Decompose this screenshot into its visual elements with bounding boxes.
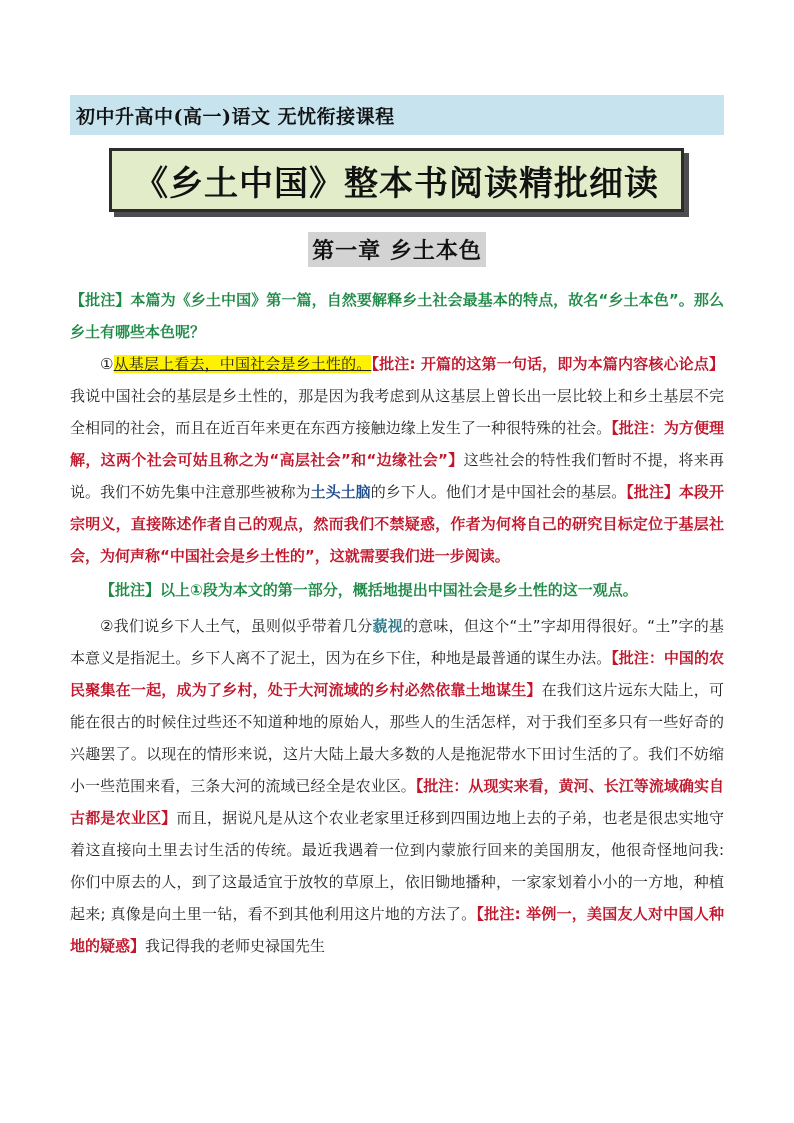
annotation: 【批注：为方便理解，这两个社会可姑且称之为“高层社会”和“边缘社会”】	[70, 419, 724, 469]
annotation: 【批注：从现实来看，黄河、长江等流域确实自古都是农业区】	[70, 777, 724, 827]
annotation: 【批注】本段开宗明义，直接陈述作者自己的观点，然而我们不禁疑惑，作者为何将自己的研究目标定位于基层社会，为何声称“中国社会是乡土性的”，这就需要我们进一步阅读。	[70, 483, 724, 565]
intro-annotation: 【批注】本篇为《乡土中国》第一篇，自然要解释乡土社会最基本的特点，故名“乡土本色”。那么乡土有哪些本色呢？	[70, 291, 724, 341]
course-header-bar	[70, 95, 724, 135]
document-body	[70, 284, 724, 962]
course-title: 初中升高中(高一)语文 无忧衔接课程	[76, 105, 395, 128]
book-title-banner	[109, 148, 684, 212]
body-text: 我们说乡下人土气，虽则似乎带着几分	[113, 617, 373, 635]
body-text: 我记得我的老师史禄国先生	[145, 937, 326, 955]
body-text: 这些社会的特性我们暂时不提，将来再说。我们不妨先集中注意那些被称为	[70, 451, 724, 501]
body-text: 在我们这片远东大陆上，可能在很古的时候住过些还不知道种地的原始人，那些人的生活怎样，对于我们至多只有一些好奇的兴趣罢了。以现在的情形来说，这片大陆上最大多数的人是拖泥带水下田讨生活的了。我们不妨缩小一些范围来看，三条大河的流域已经全是农业区。	[70, 681, 724, 795]
section-summary-annotation: 【批注】以上①段为本文的第一部分，概括地提出中国社会是乡土性的这一观点。	[100, 581, 638, 599]
body-text: 而且，据说凡是从这个农业老家里迁移到四围边地上去的子弟，也老是很忠实地守着这直接向土里去讨生活的传统。最近我遇着一位到内蒙旅行回来的美国朋友，他很奇怪地问我: 你们中原去的人，到了这最适宜于放牧的草原上，依旧锄地播种，一家家划着小小的一方地，种植起来; 真像是向土里一钻，看不到其他利用这片地的方法了。	[70, 809, 724, 923]
body-text: 我说中国社会的基层是乡土性的，那是因为我考虑到从这基层上曾长出一层比较上和乡土基层不完全相同的社会，而且在近百年来更在东西方接触边缘上发生了一种很特殊的社会。	[70, 387, 724, 437]
core-thesis-highlight: 从基层上看去，中国社会是乡土性的。	[113, 355, 372, 373]
paragraph-number: ①	[100, 355, 114, 373]
keyword: 土头土脑	[310, 483, 371, 501]
keyword: 藐视	[372, 617, 403, 635]
paragraph-number: ②	[100, 617, 114, 635]
book-title: 《乡土中国》整本书阅读精批细读	[134, 163, 659, 204]
annotation: 【批注: 举例一，美国友人对中国人种地的疑惑】	[70, 905, 724, 955]
chapter-title: 第一章 乡土本色	[308, 232, 486, 267]
body-text: 的乡下人。他们才是中国社会的基层。	[370, 483, 627, 501]
paragraph-1	[70, 348, 724, 572]
paragraph-2	[70, 610, 724, 962]
annotation: 【批注：中国的农民聚集在一起，成为了乡村，处于大河流域的乡村必然依靠土地谋生】	[70, 649, 724, 699]
body-text: 的意味，但这个“土”字却用得很好。“土”字的基本意义是指泥土。乡下人离不了泥土，因为在乡下住，种地是最普通的谋生办法。	[70, 617, 724, 667]
annotation: 【批注: 开篇的这第一句话，即为本篇内容核心论点】	[371, 355, 724, 373]
chapter-heading	[0, 232, 794, 267]
